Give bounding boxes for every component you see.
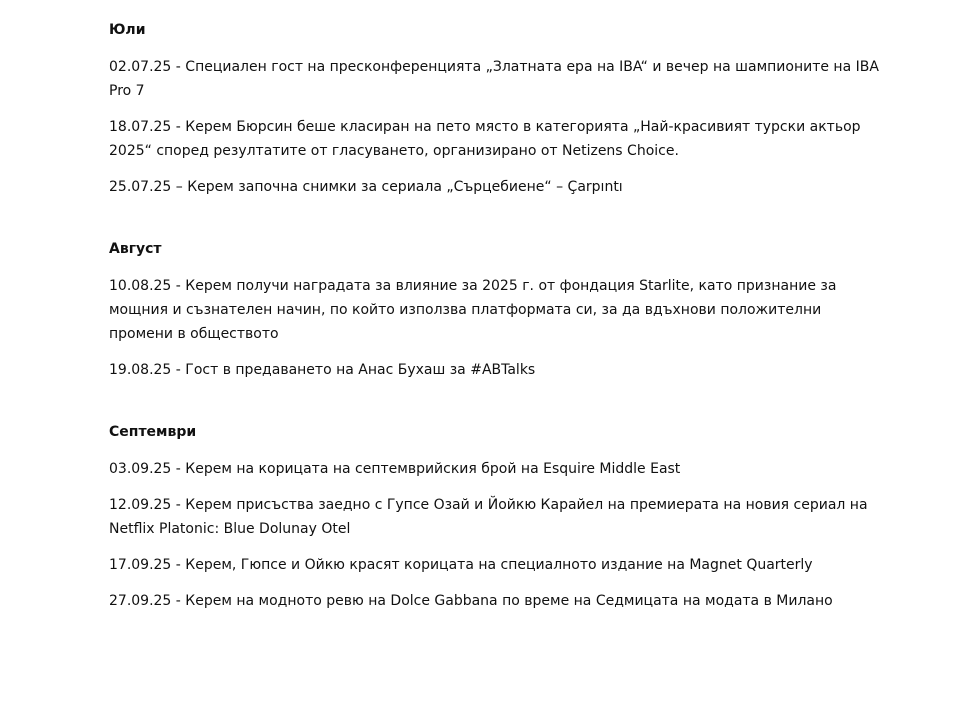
list-item: 12.09.25 - Керем присъства заедно с Гупсе Озай и Йойкю Карайел на премиерата на новия сериал на Netflix Platonic: Blue Dolunay Otel	[109, 497, 868, 537]
list-item: 27.09.25 - Керем на модното ревю на Dolce Gabbana по време на Седмицата на модата в Милано	[109, 593, 833, 609]
document-page	[109, 18, 879, 651]
list-item: 18.07.25 - Керем Бюрсин беше класиран на пето място в категорията „Най-красивият турски актьор 2025“ според резултатите от гласуването, организирано от Netizens Choice.	[109, 119, 861, 159]
list-item: 03.09.25 - Керем на корицата на септемврийския брой на Esquire Middle East	[109, 461, 681, 477]
section-july	[109, 18, 879, 199]
section-september	[109, 420, 879, 613]
list-item: 02.07.25 - Специален гост на пресконференцията „Златната ера на IBA“ и вечер на шампионите на IBA Pro 7	[109, 59, 879, 99]
section-title: Август	[109, 241, 162, 257]
list-item: 25.07.25 – Керем започна снимки за сериала „Сърцебиене“ – Çarpıntı	[109, 179, 623, 195]
section-title: Юли	[109, 22, 146, 38]
list-item: 10.08.25 - Керем получи наградата за влияние за 2025 г. от фондация Starlite, като признание за мощния и съзнателен начин, по който използва платформата си, за да вдъхнови положителни промени в обществото	[109, 278, 837, 342]
list-item: 19.08.25 - Гост в предаването на Анас Бухаш за #ABTalks	[109, 362, 536, 378]
list-item: 17.09.25 - Керем, Гюпсе и Ойкю красят корицата на специалното издание на Magnet Quarterly	[109, 557, 813, 573]
section-august	[109, 237, 879, 382]
section-title: Септември	[109, 424, 197, 440]
